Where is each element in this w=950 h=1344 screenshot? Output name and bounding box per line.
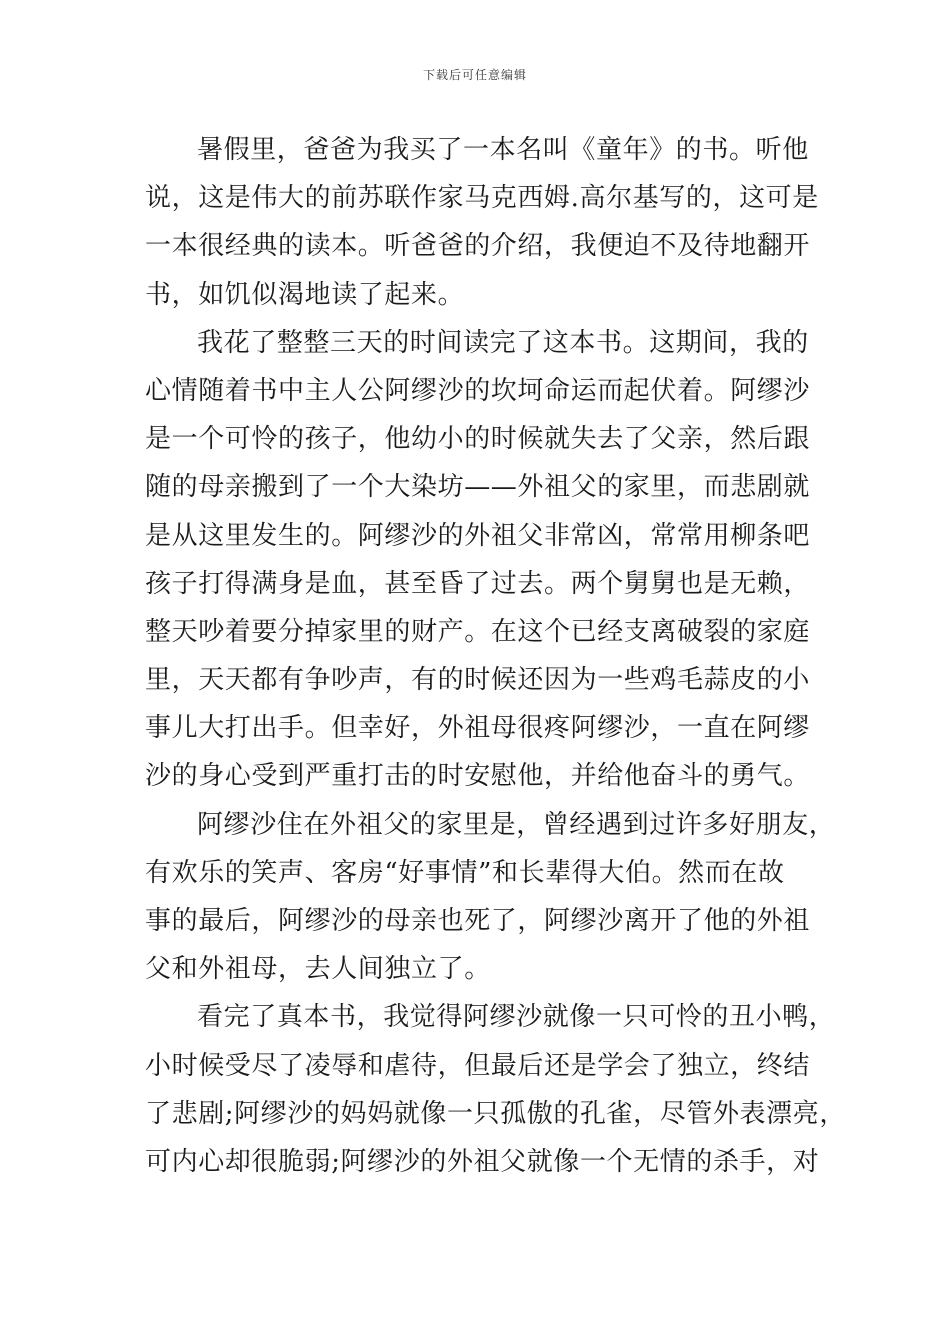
text-line: 说，这是伟大的前苏联作家马克西姆.高尔基写的，这可是 bbox=[145, 183, 819, 214]
text-line: 暑假里，爸爸为我买了一本名叫《童年》的书。听他 bbox=[197, 135, 809, 165]
page-header-note: 下载后可任意编辑 bbox=[422, 68, 527, 82]
text-line: 事的最后，阿缪沙的母亲也死了，阿缪沙离开了他的外祖 bbox=[145, 906, 811, 936]
text-line: 里，天天都有争吵声，有的时候还因为一些鸡毛蒜皮的小 bbox=[145, 665, 811, 696]
text-line: 心情随着书中主人公阿缪沙的坎坷命运而起伏着。阿缪沙 bbox=[145, 375, 811, 406]
paragraph-4 bbox=[145, 993, 846, 1186]
text-line: 我花了整整三天的时间读完了这本书。这期间，我的 bbox=[197, 327, 809, 358]
text-line: 阿缪沙住在外祖父的家里是，曾经遇到过许多好朋友， bbox=[197, 809, 836, 840]
text-line: 随的母亲搬到了一个大染坊——外祖父的家里，而悲剧就 bbox=[145, 472, 811, 503]
text-line: 父和外祖母，去人间独立了。 bbox=[145, 954, 491, 985]
text-line: 是一个可怜的孩子，他幼小的时候就失去了父亲，然后跟 bbox=[145, 424, 811, 455]
text-line: 了悲剧;阿缪沙的妈妈就像一只孤傲的孔雀，尽管外表漂亮， bbox=[145, 1098, 846, 1129]
text-line: 小时候受尽了凌辱和虐待，但最后还是学会了独立，终结 bbox=[145, 1050, 811, 1081]
text-line: 可内心却很脆弱;阿缪沙的外祖父就像一个无情的杀手，对 bbox=[145, 1146, 820, 1177]
text-line: 是从这里发生的。阿缪沙的外祖父非常凶，常常用柳条吧 bbox=[145, 520, 811, 551]
text-line: 一本很经典的读本。听爸爸的介绍，我便迫不及待地翻开 bbox=[145, 231, 811, 262]
text-line: 整天吵着要分掉家里的财产。在这个已经支离破裂的家庭 bbox=[145, 616, 811, 647]
paragraph-1 bbox=[145, 126, 830, 319]
text-line: 沙的身心受到严重打击的时安慰他，并给他奋斗的勇气。 bbox=[145, 761, 811, 792]
text-line: 孩子打得满身是血，甚至昏了过去。两个舅舅也是无赖， bbox=[145, 568, 811, 599]
text-line: 有欢乐的笑声、客房“好事情”和长辈得大伯。然而在故 bbox=[145, 857, 785, 888]
paragraph-3 bbox=[145, 801, 836, 994]
document-body bbox=[145, 126, 846, 1186]
text-line: 看完了真本书，我觉得阿缪沙就像一只可怜的丑小鸭， bbox=[197, 1002, 836, 1033]
text-line: 事儿大打出手。但幸好，外祖母很疼阿缪沙，一直在阿缪 bbox=[145, 713, 811, 744]
paragraph-2 bbox=[145, 319, 830, 801]
text-line: 书，如饥似渴地读了起来。 bbox=[145, 279, 465, 310]
